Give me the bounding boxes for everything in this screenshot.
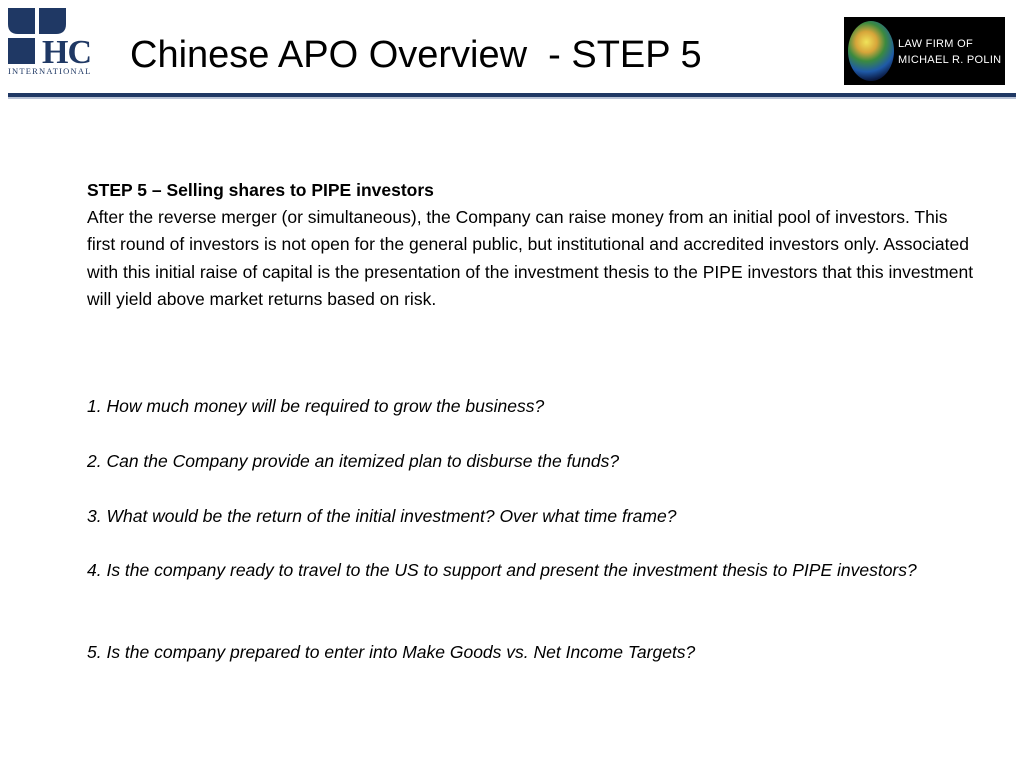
step-heading: STEP 5 – Selling shares to PIPE investors	[87, 180, 434, 200]
slide-body	[87, 177, 977, 662]
page-title: Chinese APO Overview - STEP 5	[130, 34, 702, 76]
question-item: 1. How much money will be required to grow the business?	[87, 396, 545, 416]
globe-icon	[848, 21, 894, 81]
logo-mark: HC	[42, 34, 91, 71]
step-description: After the reverse merger (or simultaneous), the Company can raise money from an initial pool of investors. This first round of investors is not open for the general public, but institutional and accredited investors only. Associated with this initial raise of capital is the presentation of the investment thesis to the PIPE investors that this investment will yield above market returns based on risk.	[87, 207, 974, 309]
question-item: 5. Is the company prepared to enter into Make Goods vs. Net Income Targets?	[87, 642, 696, 662]
hc-international-logo	[8, 8, 96, 78]
header-divider-shadow	[8, 97, 1016, 99]
question-item: 3. What would be the return of the initial investment? Over what time frame?	[87, 506, 677, 526]
question-item: 2. Can the Company provide an itemized plan to disburse the funds?	[87, 451, 620, 471]
law-firm-line-1: LAW FIRM OF	[898, 38, 973, 50]
law-firm-line-2: MICHAEL R. POLIN	[898, 54, 1002, 66]
law-firm-logo	[844, 17, 1005, 85]
logo-subtitle: INTERNATIONAL	[8, 66, 92, 76]
question-item: 4. Is the company ready to travel to the US to support and present the investment thesis to PIPE investors?	[87, 560, 917, 580]
